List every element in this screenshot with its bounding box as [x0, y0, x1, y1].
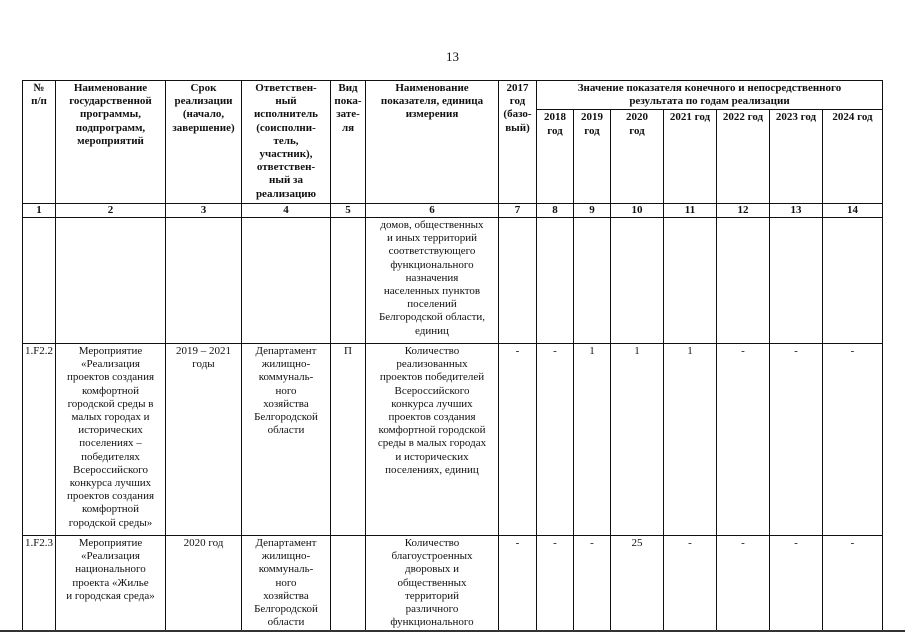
- row-value: -: [537, 536, 574, 631]
- column-number: 9: [574, 204, 611, 218]
- row-kind: П: [331, 344, 366, 536]
- row-code: [23, 218, 56, 344]
- row-indicator: Количество благоустроенных дворовых и общественных территорий различного функционального: [366, 536, 499, 631]
- row-indicator: Количество реализованных проектов победителей Всероссийского конкурса лучших проектов создания комфортной городской среды в малых городах и исторических поселениях, единиц: [366, 344, 499, 536]
- header-base-year: 2017 год (базо- вый): [499, 81, 537, 204]
- row-executor: [242, 218, 331, 344]
- row-indicator: домов, общественных и иных территорий соответствующего функционального назначения населенных пунктов поселений Белгородской области, единиц: [366, 218, 499, 344]
- row-value: [537, 218, 574, 344]
- row-value: [664, 218, 717, 344]
- header-row: [23, 81, 883, 110]
- page-number: 13: [446, 49, 459, 64]
- row-code: 1.F2.3: [23, 536, 56, 631]
- row-base: -: [499, 536, 537, 631]
- row-value: -: [717, 536, 770, 631]
- header-executor: Ответствен- ный исполнитель (соисполни- тель, участник), ответствен- ный за реализацию: [242, 81, 331, 204]
- column-number: 7: [499, 204, 537, 218]
- row-value: [823, 218, 883, 344]
- row-period: 2019 – 2021 годы: [166, 344, 242, 536]
- header-year: 2022 год: [717, 110, 770, 204]
- row-kind: [331, 218, 366, 344]
- column-number: 1: [23, 204, 56, 218]
- header-values-group: Значение показателя конечного и непосредственного результата по годам реализации: [537, 81, 883, 110]
- row-value: -: [823, 536, 883, 631]
- column-number: 5: [331, 204, 366, 218]
- column-number: 11: [664, 204, 717, 218]
- column-number: 6: [366, 204, 499, 218]
- column-number: 12: [717, 204, 770, 218]
- row-name: Мероприятие «Реализация национального проекта «Жилье и городская среда»: [56, 536, 166, 631]
- column-number: 4: [242, 204, 331, 218]
- row-executor: Департамент жилищно- коммуналь- ного хозяйства Белгородской области: [242, 536, 331, 631]
- column-number: 3: [166, 204, 242, 218]
- row-value: 1: [611, 344, 664, 536]
- row-kind: [331, 536, 366, 631]
- header-year: 2018 год: [537, 110, 574, 204]
- header-indicator-kind: Вид пока- зате- ля: [331, 81, 366, 204]
- row-period: [166, 218, 242, 344]
- header-year: 2020 год: [611, 110, 664, 204]
- row-value: -: [664, 536, 717, 631]
- indicators-table: [22, 80, 883, 631]
- column-number: 14: [823, 204, 883, 218]
- row-base: -: [499, 344, 537, 536]
- row-name: [56, 218, 166, 344]
- row-name: Мероприятие «Реализация проектов создания комфортной городской среды в малых городах и исторических поселениях – победителях Всероссийского конкурса лучших проектов создания комфортной городской среды»: [56, 344, 166, 536]
- row-value: -: [770, 344, 823, 536]
- row-code: 1.F2.2: [23, 344, 56, 536]
- header-period: Срок реализации (начало, завершение): [166, 81, 242, 204]
- header-year: 2019 год: [574, 110, 611, 204]
- row-value: -: [717, 344, 770, 536]
- header-year: 2023 год: [770, 110, 823, 204]
- row-base: [499, 218, 537, 344]
- header-year: 2024 год: [823, 110, 883, 204]
- page-bottom-border: [0, 630, 905, 632]
- column-number: 2: [56, 204, 166, 218]
- row-value: 25: [611, 536, 664, 631]
- row-value: -: [574, 536, 611, 631]
- row-value: -: [537, 344, 574, 536]
- column-number: 8: [537, 204, 574, 218]
- table-row: [23, 344, 883, 536]
- header-number: № п/п: [23, 81, 56, 204]
- row-value: [770, 218, 823, 344]
- table-row: [23, 218, 883, 344]
- column-number: 10: [611, 204, 664, 218]
- header-indicator-name: Наименование показателя, единица измерения: [366, 81, 499, 204]
- row-value: [717, 218, 770, 344]
- row-value: -: [770, 536, 823, 631]
- row-value: [611, 218, 664, 344]
- row-value: 1: [574, 344, 611, 536]
- column-numbers-row: [23, 204, 883, 218]
- row-executor: Департамент жилищно- коммуналь- ного хозяйства Белгородской области: [242, 344, 331, 536]
- column-number: 13: [770, 204, 823, 218]
- header-year: 2021 год: [664, 110, 717, 204]
- header-program-name: Наименование государственной программы, подпрограмм, мероприятий: [56, 81, 166, 204]
- row-value: [574, 218, 611, 344]
- row-value: 1: [664, 344, 717, 536]
- table-row: [23, 536, 883, 631]
- row-period: 2020 год: [166, 536, 242, 631]
- row-value: -: [823, 344, 883, 536]
